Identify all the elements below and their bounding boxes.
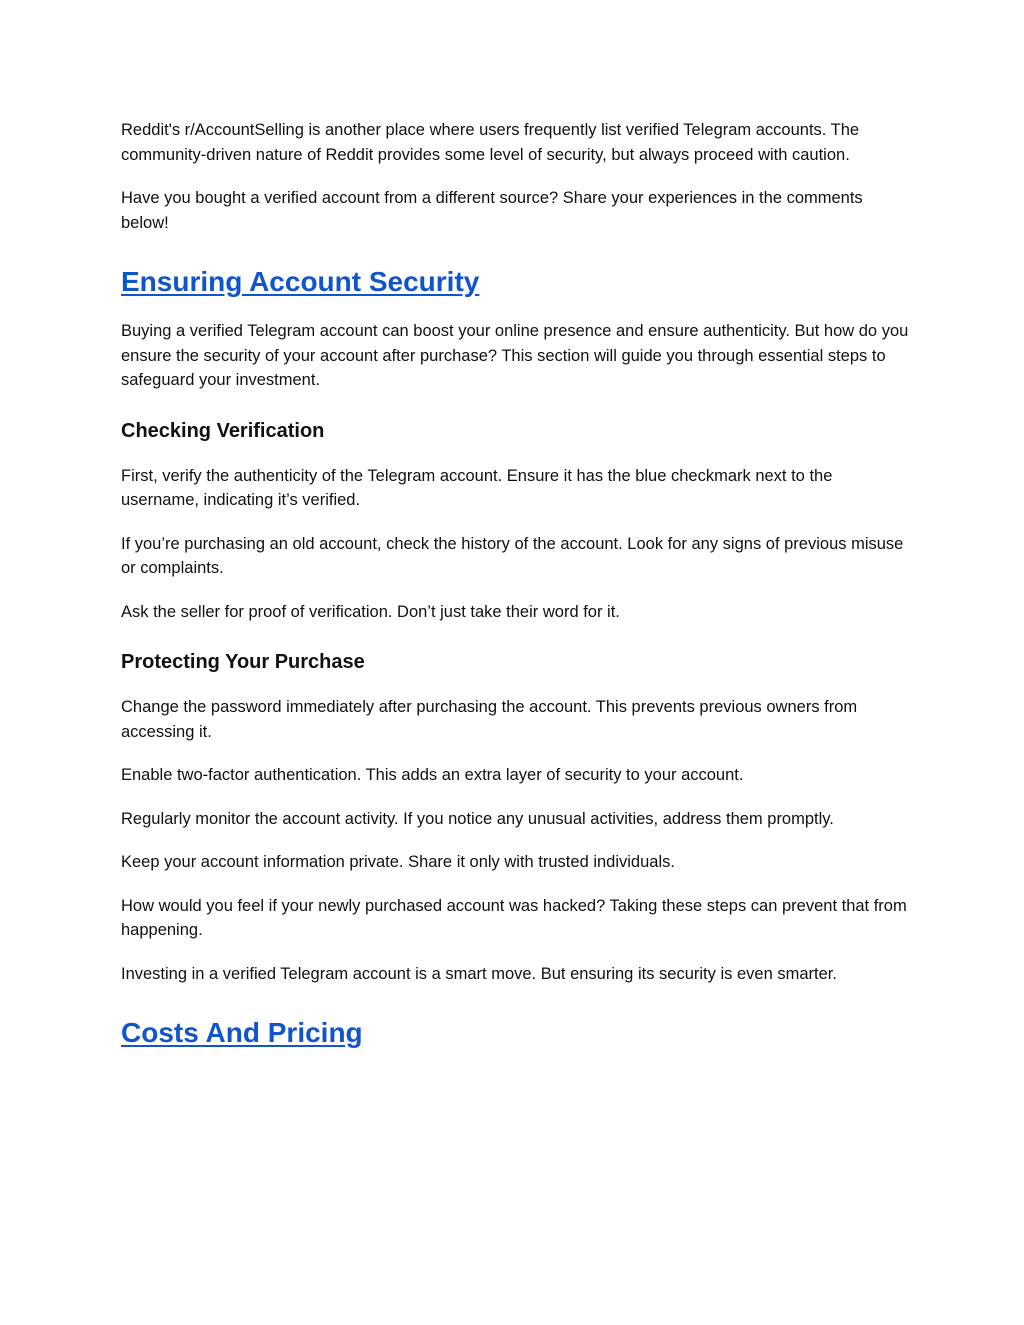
checking-paragraph-3: Ask the seller for proof of verification. Don’t just take their word for it. [121,602,620,621]
intro-paragraph-1: Reddit's r/AccountSelling is another place where users frequently list verified Telegram accounts. The community-driven nature of Reddit provides some level of security, but always proceed with caution. [121,121,860,164]
protecting-paragraph-2: Enable two-factor authentication. This adds an extra layer of security to your account. [121,766,744,784]
security-intro-paragraph: Buying a verified Telegram account can boost your online presence and ensure authenticity. But how do you ensure the security of your account after purchase? This section will guide you through essential steps to safeguard your investment. [121,322,909,389]
protecting-paragraph-1: Change the password immediately after purchasing the account. This prevents previous owners from accessing it. [121,698,858,741]
protecting-purchase-heading: Protecting Your Purchase [121,651,365,673]
costs-heading [121,1015,911,1051]
protecting-paragraph-6: Investing in a verified Telegram account is a smart move. But ensuring its security is even smarter. [121,964,837,983]
checking-paragraph-2: If you’re purchasing an old account, check the history of the account. Look for any signs of previous misuse or complaints. [121,534,904,577]
protecting-paragraph-4: Keep your account information private. Share it only with trusted individuals. [121,853,675,871]
security-heading-link[interactable]: Ensuring Account Security [121,266,480,297]
intro-paragraph-2: Have you bought a verified account from a different source? Share your experiences in the comments below! [121,189,863,232]
costs-heading-link[interactable]: Costs And Pricing [121,1017,363,1048]
security-heading [121,264,911,300]
protecting-paragraph-3: Regularly monitor the account activity. If you notice any unusual activities, address them promptly. [121,809,834,828]
checking-verification-heading: Checking Verification [121,419,325,442]
protecting-paragraph-5: How would you feel if your newly purchased account was hacked? Taking these steps can prevent that from happening. [121,896,907,939]
document-page [121,118,911,1051]
checking-paragraph-1: First, verify the authenticity of the Telegram account. Ensure it has the blue checkmark next to the username, indicating it’s verified. [121,466,833,509]
